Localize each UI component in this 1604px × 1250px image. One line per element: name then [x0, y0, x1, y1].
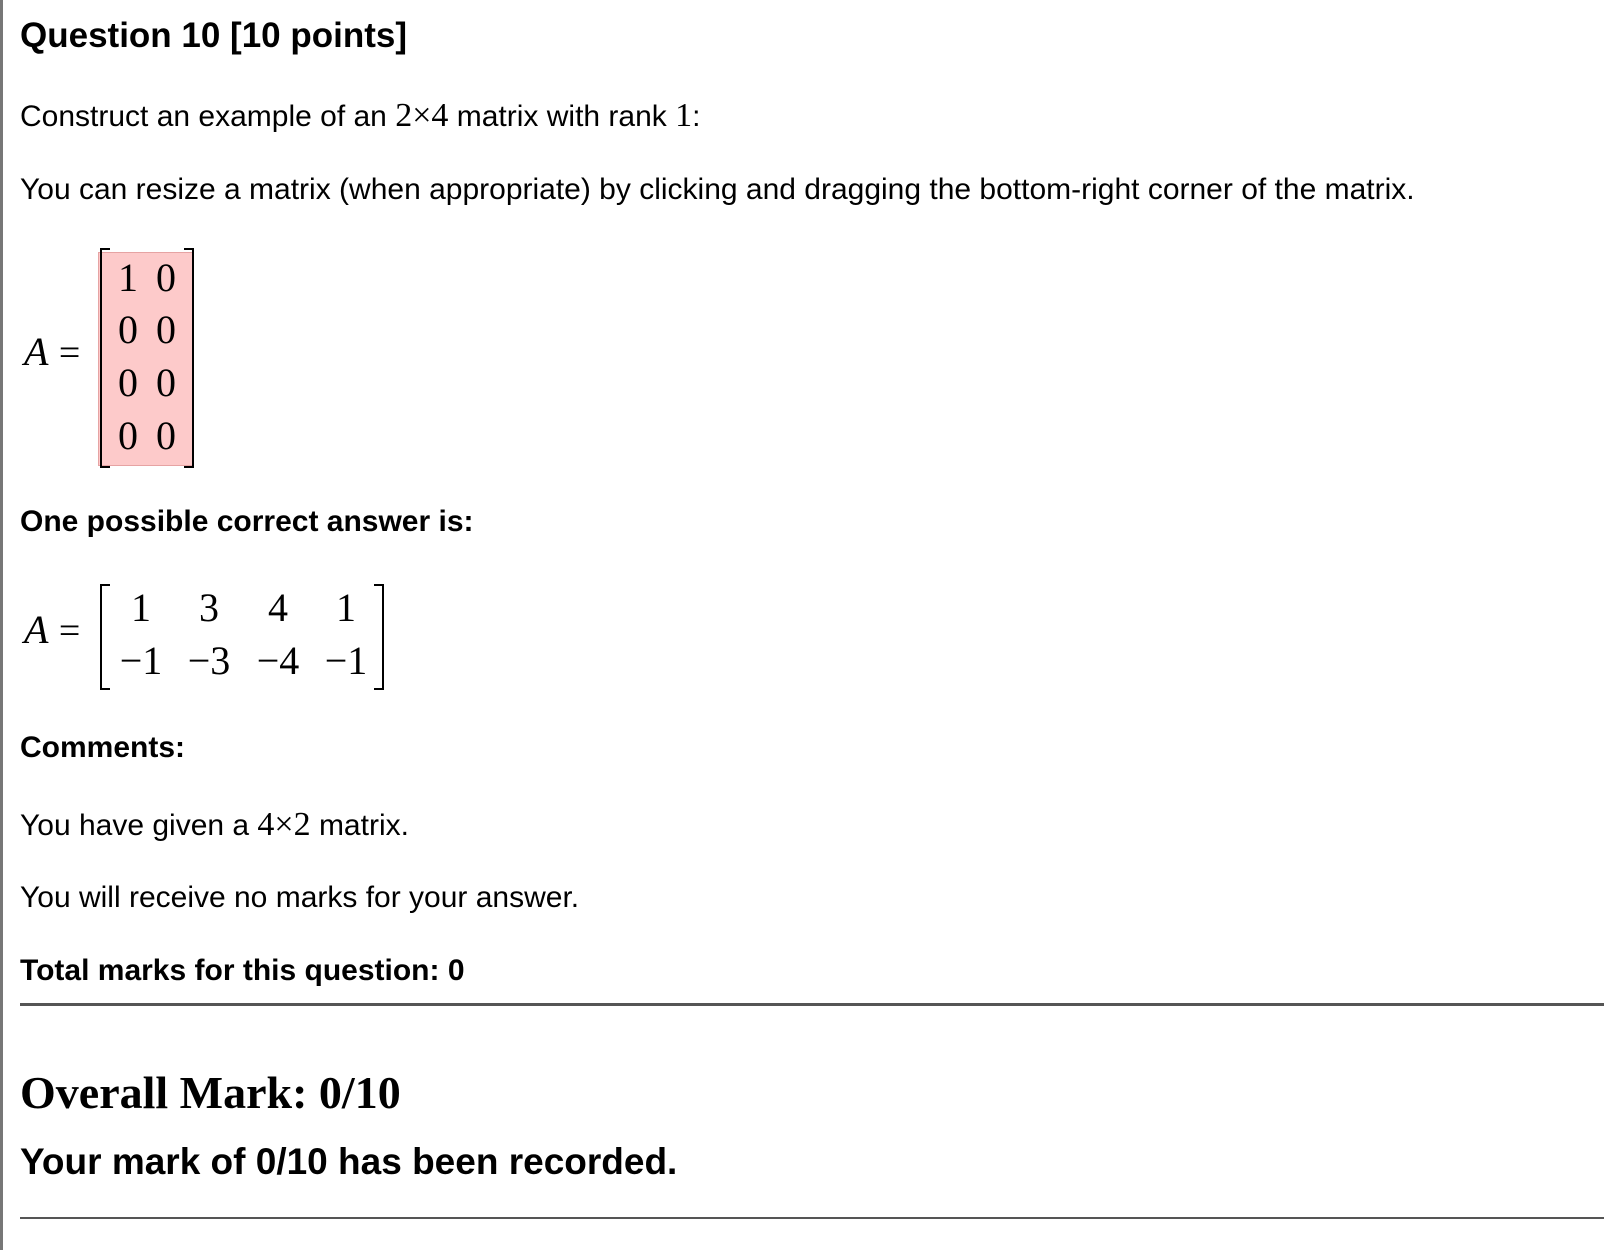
matrix-resize-handle[interactable]	[188, 458, 198, 468]
comment-dims: 4×2	[257, 806, 311, 843]
matrix-cell[interactable]: 0	[156, 413, 176, 458]
prompt-suffix: :	[692, 100, 701, 133]
matrix-cell: −4	[256, 638, 300, 683]
correct-matrix-grid	[110, 584, 376, 688]
comment-prefix: You have given a	[20, 809, 258, 842]
divider	[20, 1003, 1604, 1006]
matrix-variable: A	[24, 607, 49, 652]
question-total: Total marks for this question: 0	[20, 954, 465, 987]
prompt-prefix: Construct an example of an	[20, 100, 396, 133]
student-answer-matrix	[100, 254, 192, 462]
matrix-variable: A	[24, 329, 49, 374]
matrix-cell: 4	[268, 585, 288, 630]
matrix-cell[interactable]: 0	[118, 413, 138, 458]
matrix-cell[interactable]: 1	[118, 255, 138, 300]
left-bracket	[100, 584, 110, 690]
correct-answer-heading: One possible correct answer is:	[20, 505, 474, 538]
matrix-cell: 1	[336, 585, 356, 630]
matrix-cell: 3	[199, 585, 219, 630]
divider	[20, 1217, 1604, 1219]
matrix-cell: −1	[324, 638, 368, 683]
comment-no-marks: You will receive no marks for your answer.	[20, 881, 580, 914]
left-border	[0, 0, 3, 1250]
overall-mark: Overall Mark: 0/10	[20, 1067, 401, 1118]
matrix-cell: −1	[119, 638, 163, 683]
correct-answer-lhs	[24, 606, 80, 653]
equals-sign: =	[58, 610, 81, 652]
student-answer-lhs	[24, 328, 80, 375]
matrix-cell[interactable]: 0	[118, 307, 138, 352]
question-prompt	[20, 97, 700, 135]
comment-suffix: matrix.	[310, 809, 409, 842]
matrix-cell[interactable]: 0	[156, 360, 176, 405]
resize-hint: You can resize a matrix (when appropriate) by clicking and dragging the bottom-right corner of the matrix.	[20, 173, 1415, 206]
equals-sign: =	[58, 332, 81, 374]
comments-heading: Comments:	[20, 731, 186, 764]
matrix-cell[interactable]: 0	[156, 255, 176, 300]
matrix-cell[interactable]: 0	[156, 307, 176, 352]
prompt-rank: 1	[675, 97, 693, 134]
correct-answer-matrix	[100, 584, 384, 688]
left-bracket	[100, 248, 110, 468]
prompt-middle: matrix with rank	[448, 100, 676, 133]
matrix-cell[interactable]: 0	[118, 360, 138, 405]
right-bracket	[184, 248, 194, 468]
mark-recorded: Your mark of 0/10 has been recorded.	[20, 1141, 678, 1182]
matrix-cell: 1	[131, 585, 151, 630]
comment-dimension	[20, 806, 409, 844]
prompt-dims: 2×4	[395, 97, 449, 134]
student-matrix-grid	[112, 254, 184, 462]
question-title: Question 10 [10 points]	[20, 16, 407, 55]
matrix-cell: −3	[187, 638, 231, 683]
